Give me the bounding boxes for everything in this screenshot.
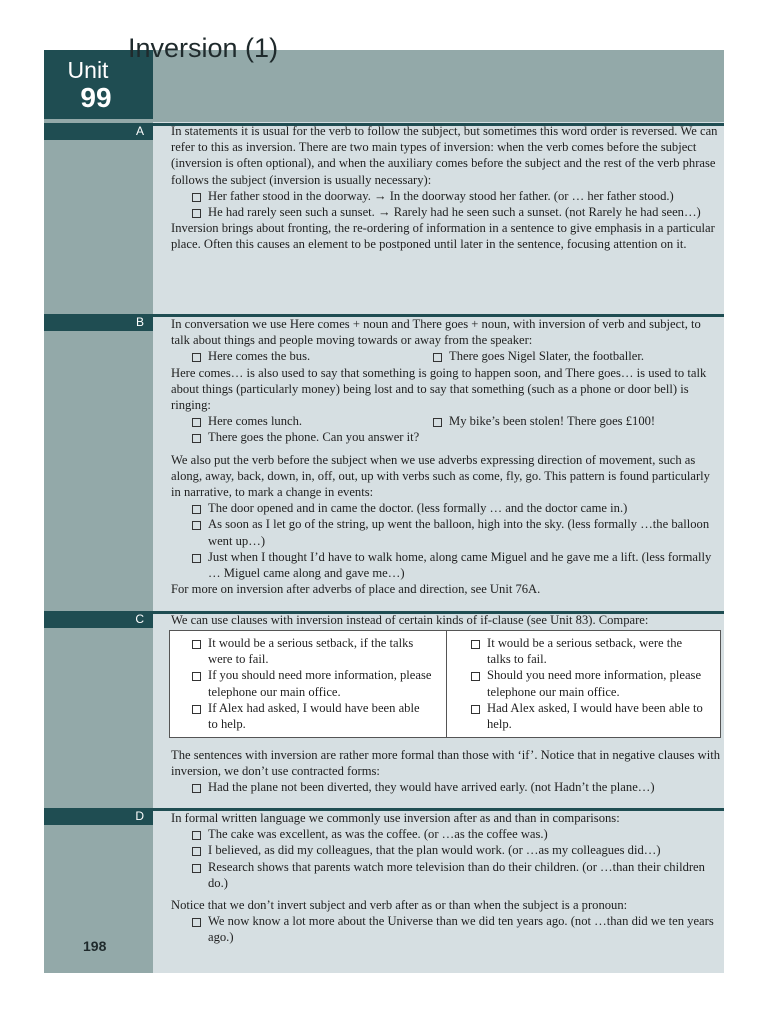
checkbox-icon (192, 635, 208, 667)
list-item (171, 842, 722, 858)
table-cell: Had Alex asked, I would have been able to help. (487, 700, 703, 732)
example-text: There goes the phone. Can you answer it? (208, 430, 420, 445)
section-d-para2: Notice that we don’t invert subject and verb after as or than when the subject is a pronoun: (171, 898, 628, 913)
checkbox-icon (192, 667, 208, 699)
checkbox-icon (192, 188, 208, 204)
example-text: Research shows that parents watch more television than do their children. (or …than their children do.) (208, 859, 705, 890)
comparison-table (169, 630, 721, 738)
list-item (171, 204, 722, 220)
section-label-a: A (44, 123, 153, 140)
example-text: The cake was excellent, as was the coffee. (or …as the coffee was.) (208, 827, 548, 842)
section-a-outro: Inversion brings about fronting, the re-ordering of information in a sentence to give emphasis in a particular place. Often this causes an element to be postponed until later in the sentence, focusing attention on it. (171, 221, 715, 252)
checkbox-icon (192, 549, 208, 581)
list-item (171, 500, 722, 516)
example-text: Her father stood in the doorway. → In the doorway stood her father. (or … her father stood.) (208, 188, 674, 203)
section-c-intro: We can use clauses with inversion instead of certain kinds of if-clause (see Unit 83). Compare: (171, 613, 649, 627)
list-item (171, 859, 722, 891)
section-d-intro: In formal written language we commonly use inversion after as and than in comparisons: (171, 811, 620, 825)
section-c (171, 612, 722, 628)
checkbox-icon (192, 500, 208, 516)
table-row (192, 635, 432, 667)
example-text: I believed, as did my colleagues, that the plan would work. (or …as my colleagues did…) (208, 843, 661, 858)
unit-number: 99 (80, 82, 112, 113)
example-text: As soon as I let go of the string, up went the balloon, high into the sky. (less formally …the balloon went up…) (208, 517, 710, 548)
table-cell: If you should need more information, please telephone our main office. (208, 668, 432, 699)
example-text: The door opened and in came the doctor. (less formally … and the doctor came in.) (208, 501, 628, 516)
checkbox-icon (192, 348, 208, 364)
section-b-para2: Here comes… is also used to say that something is going to happen soon, and There goes… is used to talk about things (particularly money) being lost and to say that something (such as a phone or door bell) is ringing: (171, 365, 707, 413)
checkbox-icon (192, 429, 208, 445)
table-row (192, 700, 432, 732)
example-text: Had the plane not been diverted, they would have arrived early. (not Hadn’t the plane…) (208, 780, 655, 795)
list-item (171, 516, 722, 548)
section-label-c: C (44, 611, 153, 628)
section-d (171, 810, 722, 946)
table-divider (446, 631, 447, 737)
checkbox-icon (192, 913, 208, 945)
section-b (171, 316, 722, 597)
section-a (171, 123, 722, 253)
list-item (171, 913, 722, 945)
example-text: We now know a lot more about the Universe than we did ten years ago. (not …than did we ten years ago.) (208, 914, 714, 945)
example-text: My bike’s been stolen! There goes £100! (449, 414, 656, 429)
section-c-notes (171, 747, 722, 796)
table-row (471, 700, 706, 732)
checkbox-icon (192, 842, 208, 858)
checkbox-icon (433, 348, 449, 364)
list-item (171, 429, 722, 445)
section-b-intro: In conversation we use Here comes + noun and There goes + noun, with inversion of verb and subject, to talk about things and people moving towards or away from the speaker: (171, 317, 701, 348)
example-row (171, 413, 722, 429)
table-column-inversion (471, 635, 706, 732)
list-item (171, 779, 722, 795)
table-row (192, 667, 432, 699)
page-title: Inversion (1) (128, 33, 279, 63)
example-text: Here comes the bus. (208, 349, 311, 364)
checkbox-icon (192, 700, 208, 732)
checkbox-icon (192, 826, 208, 842)
unit-word: Unit (67, 57, 109, 83)
checkbox-icon (433, 413, 449, 429)
section-c-outro: The sentences with inversion are rather more formal than those with ‘if’. Notice that in negative clauses with inversion, we don’t use contracted forms: (171, 748, 721, 779)
example-text: He had rarely seen such a sunset. → Rarely had he seen such a sunset. (not Rarely he had seen…) (208, 205, 701, 220)
example-text: There goes Nigel Slater, the footballer. (449, 349, 644, 364)
section-b-para3: We also put the verb before the subject when we use adverbs expressing direction of movement, such as along, away, back, down, in, off, out, up with verbs such as come, fly, go. This pattern is found particularly in narrative, to mark a change in events: (171, 452, 710, 500)
section-b-outro: For more on inversion after adverbs of place and direction, see Unit 76A. (171, 582, 541, 597)
checkbox-icon (192, 779, 208, 795)
table-cell: It would be a serious setback, were the talks to fail. (487, 636, 683, 667)
checkbox-icon (192, 516, 208, 548)
table-cell: Should you need more information, please telephone our main office. (487, 668, 702, 699)
table-cell: It would be a serious setback, if the talks were to fail. (208, 636, 414, 667)
checkbox-icon (192, 204, 208, 220)
table-row (471, 635, 706, 667)
checkbox-icon (192, 413, 208, 429)
page-number: 198 (83, 938, 107, 954)
list-item (171, 826, 722, 842)
section-label-d: D (44, 808, 153, 825)
sidebar (44, 50, 153, 973)
checkbox-icon (192, 859, 208, 891)
example-text: Just when I thought I’d have to walk home, along came Miguel and he gave me a lift. (less formally … Miguel came along and gave me…) (208, 549, 712, 581)
table-cell: If Alex had asked, I would have been able to help. (208, 700, 420, 732)
checkbox-icon (471, 667, 487, 699)
table-column-if (192, 635, 432, 732)
table-row (471, 667, 706, 699)
section-label-b: B (44, 314, 153, 331)
list-item (171, 188, 722, 204)
checkbox-icon (471, 700, 487, 732)
example-text: Here comes lunch. (208, 414, 303, 429)
checkbox-icon (471, 635, 487, 667)
example-row (171, 348, 722, 364)
section-a-intro: In statements it is usual for the verb to follow the subject, but sometimes this word order is reversed. We can refer to this as inversion. There are two main types of inversion: when the verb comes before the subject (inversion is often optional), and when the auxiliary comes before the subject and the rest of the verb phrase follows the subject (inversion is usually necessary): (171, 124, 718, 187)
list-item (171, 549, 722, 581)
